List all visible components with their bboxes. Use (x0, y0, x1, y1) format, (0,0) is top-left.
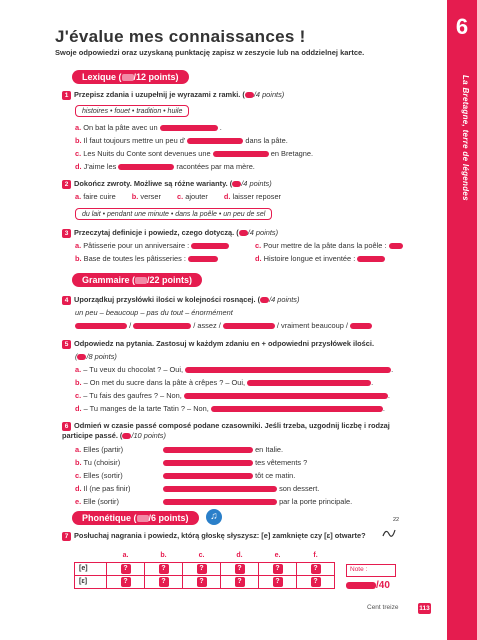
exercise-number: 3 (62, 229, 71, 238)
answer-blank[interactable] (184, 393, 388, 399)
page-footer: Cent treize (367, 604, 399, 611)
exercise-3-item-d: d. Histoire longue et inventée : (255, 254, 385, 264)
answer-blank[interactable] (211, 406, 383, 412)
exercise-4-order: / / assez / / vraiment beaucoup / (75, 321, 372, 331)
answer-blank[interactable] (389, 243, 403, 249)
exercise-number: 6 (62, 422, 71, 431)
score-blank (239, 230, 248, 236)
exercise-5-item-d: d. – Tu manges de la tarte Tatin ? – Non, . (75, 404, 385, 413)
score-blank (122, 74, 134, 81)
adverb-list: un peu – beaucoup – pas du tout – énormément (75, 308, 233, 317)
page-title: J'évalue mes connaissances ! (55, 27, 306, 46)
exercise-2-instruction: 2 Dokończ zwroty. Możliwe są różne warianty. ( /4 points) (62, 179, 272, 189)
answer-cell[interactable]: ? (273, 577, 283, 587)
exercise-3-item-a: a. Pâtisserie pour un anniversaire : (75, 241, 229, 251)
answer-blank[interactable] (223, 323, 275, 329)
answer-blank[interactable] (188, 256, 218, 262)
answer-blank[interactable] (118, 164, 174, 170)
section-lexique: Lexique ( /12 points) (72, 70, 189, 84)
exercise-7-instruction: 7 Posłuchaj nagrania i powiedz, którą głoskę słyszysz: [e] zamknięte czy [ɛ] otwarte? (62, 531, 366, 541)
exercise-6-answer-e: par la porte principale. (163, 497, 352, 507)
exercise-6-item-c: c. Elles (sortir) (75, 471, 123, 480)
total-score: /40 (346, 580, 390, 591)
answer-blank[interactable] (163, 499, 277, 505)
answer-cell[interactable]: ? (197, 577, 207, 587)
answer-cell[interactable]: ? (311, 564, 321, 574)
exercise-1-item-a: a. On bat la pâte avec un . (75, 123, 222, 132)
word-box: histoires • fouet • tradition • huile (75, 105, 189, 117)
track-number: 22 (393, 517, 400, 523)
unit-title: La Bretagne, terre de légendes (461, 75, 470, 201)
exercise-number: 5 (62, 340, 71, 349)
exercise-6-item-b: b. Tu (choisir) (75, 458, 121, 467)
exercise-2-items: a. faire cuire b. verser c. ajouter d. laisser reposer (75, 192, 282, 201)
exercise-3-instruction: 3 Przeczytaj definicje i powiedz, czego dotyczą. ( /4 points) (62, 228, 278, 238)
column-header: e. (259, 549, 297, 562)
answer-cell[interactable]: ? (273, 564, 283, 574)
answer-cell[interactable]: ? (197, 564, 207, 574)
column-header: a. (107, 549, 145, 562)
table-row (75, 562, 335, 575)
exercise-6-item-a: a. Elles (partir) (75, 445, 124, 454)
answer-cell[interactable]: ? (121, 577, 131, 587)
music-note-icon: ♫ (206, 509, 222, 525)
page-subtitle: Swoje odpowiedzi oraz uzyskaną punktację zapisz w zeszycie lub na oddzielnej kartce. (55, 48, 365, 57)
exercise-5-item-b: b. – On met du sucre dans la pâte à crêpes ? – Oui, . (75, 378, 374, 387)
score-blank (137, 515, 149, 522)
exercise-6-answer-a: en Italie. (163, 445, 283, 455)
exercise-6-item-e: e. Elle (sortir) (75, 497, 119, 506)
section-grammaire: Grammaire ( /22 points) (72, 273, 202, 287)
answer-cell[interactable]: ? (235, 564, 245, 574)
exercise-1-item-c: c. Les Nuits du Conte sont devenues une en Bretagne. (75, 149, 314, 158)
answer-blank[interactable] (163, 460, 253, 466)
section-phonetique: Phonétique ( /6 points) (72, 511, 199, 525)
answer-blank[interactable] (163, 447, 253, 453)
answer-blank[interactable] (163, 486, 277, 492)
score-blank (260, 297, 269, 303)
word-box: du lait • pendant une minute • dans la poêle • un peu de sel (75, 208, 272, 220)
answer-cell[interactable]: ? (159, 577, 169, 587)
exercise-number: 1 (62, 91, 71, 100)
answer-cell[interactable]: ? (159, 564, 169, 574)
row-header: [ɛ] (75, 575, 107, 588)
audio-track-icon[interactable] (381, 517, 400, 540)
score-blank (245, 92, 254, 98)
exercise-6-instruction: 6 Odmień w czasie passé composé podane czasowniki. Jeśli trzeba, uzgodnij liczbę i rodzaj participe passé. ( /10 points) (62, 421, 390, 440)
exercise-4-instruction: 4 Uporządkuj przysłówki ilości w kolejności rosnącej. ( /4 points) (62, 295, 299, 305)
exercise-1-item-b: b. Il faut toujours mettre un peu d' dans la pâte. (75, 136, 288, 145)
unit-sidebar (447, 0, 477, 640)
answer-blank[interactable] (191, 243, 229, 249)
row-header: [e] (75, 562, 107, 575)
page-number: 113 (419, 605, 430, 612)
answer-blank[interactable] (213, 151, 269, 157)
answer-cell[interactable]: ? (311, 577, 321, 587)
answer-blank[interactable] (133, 323, 191, 329)
exercise-number: 2 (62, 180, 71, 189)
table-row (75, 575, 335, 588)
table-header-row (75, 549, 335, 562)
exercise-6-answer-d: son dessert. (163, 484, 319, 494)
column-header: b. (145, 549, 183, 562)
exercise-6-answer-c: tôt ce matin. (163, 471, 295, 481)
score-blank (232, 181, 241, 187)
answer-blank[interactable] (185, 367, 391, 373)
exercise-6-answer-b: tes vêtements ? (163, 458, 307, 468)
note-box: Note : (346, 564, 396, 577)
exercise-1-item-d: d. J'aime les racontées par ma mère. (75, 162, 255, 171)
answer-cell[interactable]: ? (121, 564, 131, 574)
unit-number: 6 (455, 14, 469, 39)
score-blank (346, 582, 376, 589)
exercise-number: 4 (62, 296, 71, 305)
answer-blank[interactable] (247, 380, 371, 386)
exercise-5-instruction: 5 Odpowiedz na pytania. Zastosuj w każdym zdaniu en + odpowiedni przysłówek ilości. (62, 339, 374, 349)
exercise-5-item-a: a. – Tu veux du chocolat ? – Oui, . (75, 365, 394, 374)
score-blank (135, 277, 147, 284)
answer-blank[interactable] (160, 125, 218, 131)
answer-blank[interactable] (350, 323, 372, 329)
answer-cell[interactable]: ? (235, 577, 245, 587)
answer-blank[interactable] (163, 473, 253, 479)
column-header: c. (183, 549, 221, 562)
answer-blank[interactable] (187, 138, 243, 144)
exercise-5-points: ( /8 points) (75, 352, 117, 361)
exercise-3-item-b: b. Base de toutes les pâtisseries : (75, 254, 218, 264)
exercise-number: 7 (62, 532, 71, 541)
answer-blank[interactable] (357, 256, 385, 262)
exercise-6-item-d: d. Il (ne pas finir) (75, 484, 131, 493)
exercise-5-item-c: c. – Tu fais des gaufres ? – Non, . (75, 391, 390, 400)
column-header: f. (297, 549, 335, 562)
column-header: d. (221, 549, 259, 562)
exercise-1-instruction: 1 Przepisz zdania i uzupełnij je wyrazami z ramki. ( /4 points) (62, 90, 284, 100)
phonetics-table (74, 549, 335, 589)
answer-blank[interactable] (75, 323, 127, 329)
exercise-3-item-c: c. Pour mettre de la pâte dans la poêle : (255, 241, 403, 251)
